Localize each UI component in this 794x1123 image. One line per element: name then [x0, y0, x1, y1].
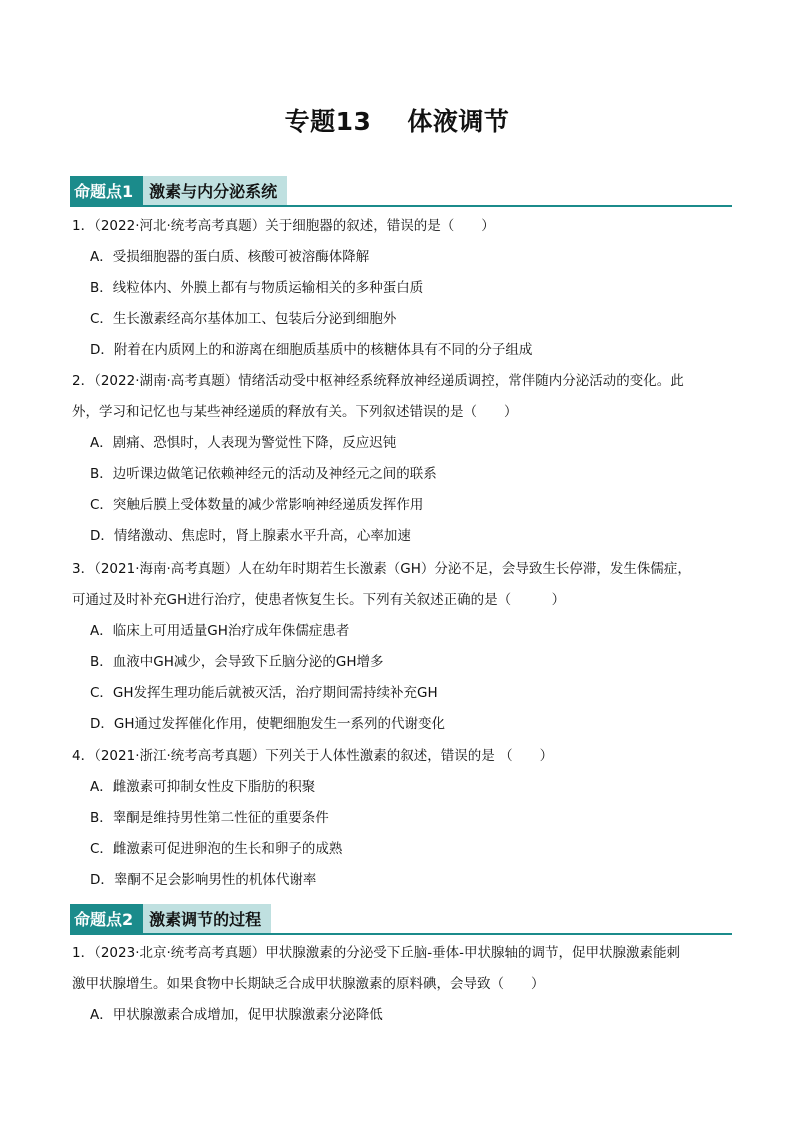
option-1-1-a: A．受损细胞器的蛋白质、核酸可被溶酶体降解: [90, 249, 370, 265]
option-1-4-c: C．雌激素可促进卵泡的生长和卵子的成熟: [90, 841, 343, 857]
section-header-2: [70, 904, 271, 933]
option-1-3-b: B．血液中GH减少，会导致下丘脑分泌的GH增多: [90, 654, 384, 670]
section-tag: 命题点2: [70, 904, 143, 933]
question-1-2-line1: 2．（2022·湖南·高考真题）情绪活动受中枢神经系统释放神经递质调控，常伴随内分泌活动的变化。此: [72, 373, 684, 389]
option-1-3-a: A．临床上可用适量GH治疗成年侏儒症患者: [90, 623, 350, 639]
question-1-2-line2: 外，学习和记忆也与某些神经递质的释放有关。下列叙述错误的是（ ）: [72, 404, 518, 420]
option-1-2-c: C．突触后膜上受体数量的减少常影响神经递质发挥作用: [90, 497, 424, 513]
section-tag: 命题点1: [70, 176, 143, 205]
option-1-2-b: B．边听课边做笔记依赖神经元的活动及神经元之间的联系: [90, 466, 437, 482]
title-topic: 体液调节: [407, 107, 510, 136]
question-2-1-line2: 激甲状腺增生。如果食物中长期缺乏合成甲状腺激素的原料碘，会导致（ ）: [72, 976, 545, 992]
option-1-1-b: B．线粒体内、外膜上都有与物质运输相关的多种蛋白质: [90, 280, 424, 296]
option-1-3-d: D．GH通过发挥催化作用，使靶细胞发生一系列的代谢变化: [90, 716, 446, 732]
section-header-1: [70, 176, 287, 205]
option-1-2-a: A．剧痛、恐惧时，人表现为警觉性下降，反应迟钝: [90, 435, 397, 451]
question-1-1: 1．（2022·河北·统考高考真题）关于细胞器的叙述，错误的是（ ）: [72, 218, 495, 234]
section-topic: 激素调节的过程: [143, 904, 271, 933]
question-1-3-line1: 3．（2021·海南·高考真题）人在幼年时期若生长激素（GH）分泌不足，会导致生长停滞，发生侏儒症，: [72, 561, 691, 577]
option-2-1-a: A．甲状腺激素合成增加，促甲状腺激素分泌降低: [90, 1007, 383, 1023]
option-1-4-b: B．睾酮是维持男性第二性征的重要条件: [90, 810, 329, 826]
option-1-4-a: A．雌激素可抑制女性皮下脂肪的积聚: [90, 779, 316, 795]
question-1-4: 4．（2021·浙江·统考高考真题）下列关于人体性激素的叙述，错误的是 （ ）: [72, 748, 554, 764]
option-1-2-d: D．情绪激动、焦虑时，肾上腺素水平升高，心率加速: [90, 528, 411, 544]
page-title: [0, 102, 794, 138]
section-rule: [70, 205, 732, 207]
section-rule: [70, 933, 732, 935]
option-1-3-c: C．GH发挥生理功能后就被灭活，治疗期间需持续补充GH: [90, 685, 438, 701]
section-topic: 激素与内分泌系统: [143, 176, 287, 205]
question-1-3-line2: 可通过及时补充GH进行治疗，使患者恢复生长。下列有关叙述正确的是（ ）: [72, 592, 566, 608]
title-main: 专题13: [284, 107, 372, 136]
option-1-1-d: D．附着在内质网上的和游离在细胞质基质中的核糖体具有不同的分子组成: [90, 342, 533, 358]
option-1-1-c: C．生长激素经高尔基体加工、包装后分泌到细胞外: [90, 311, 397, 327]
option-1-4-d: D．睾酮不足会影响男性的机体代谢率: [90, 872, 317, 888]
question-2-1-line1: 1．（2023·北京·统考高考真题）甲状腺激素的分泌受下丘脑-垂体-甲状腺轴的调节，促甲状腺激素能刺: [72, 945, 681, 961]
